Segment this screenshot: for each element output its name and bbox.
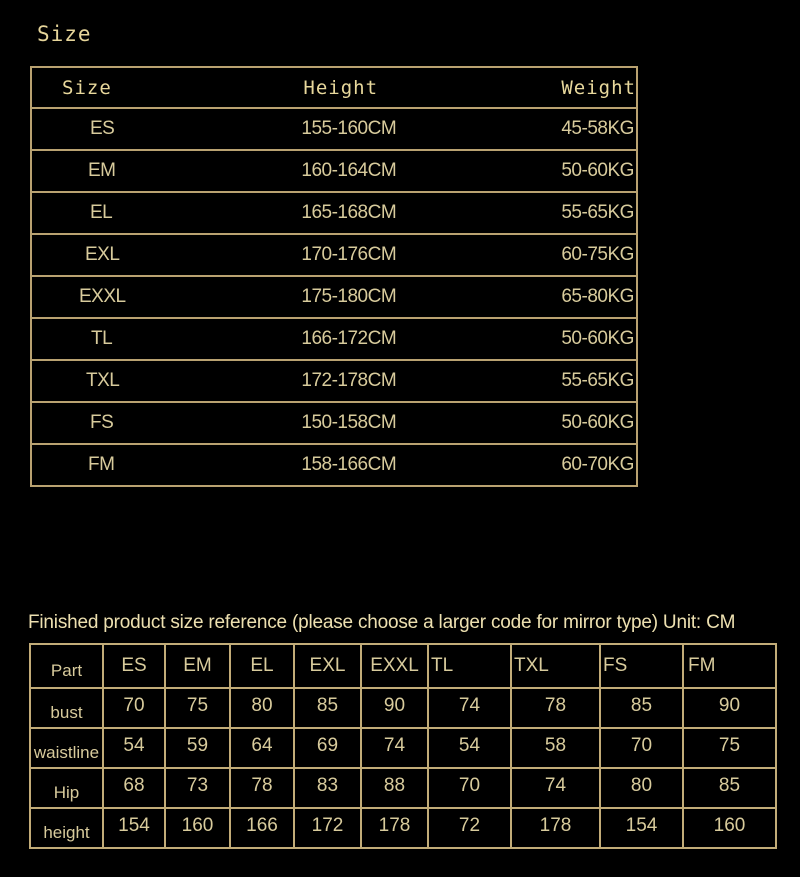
value-cell: 90: [683, 688, 776, 728]
value-cell: 72: [428, 808, 511, 848]
section-title: Size: [37, 22, 92, 46]
weight-cell: 45-58KG: [521, 108, 637, 150]
header-size: TXL: [511, 644, 600, 688]
value-cell: 74: [428, 688, 511, 728]
size-table-header: [31, 67, 637, 108]
table-row: [30, 688, 776, 728]
weight-cell: 60-70KG: [521, 444, 637, 486]
part-label: Hip: [30, 768, 103, 808]
table-row: [31, 360, 637, 402]
size-cell: FM: [31, 444, 167, 486]
size-cell: FS: [31, 402, 167, 444]
value-cell: 69: [294, 728, 361, 768]
value-cell: 172: [294, 808, 361, 848]
value-cell: 58: [511, 728, 600, 768]
weight-cell: 50-60KG: [521, 402, 637, 444]
header-size: ES: [103, 644, 165, 688]
header-size: EXXL: [361, 644, 428, 688]
size-cell: TL: [31, 318, 167, 360]
part-label: waistline: [30, 728, 103, 768]
table-row: [31, 108, 637, 150]
value-cell: 83: [294, 768, 361, 808]
value-cell: 160: [683, 808, 776, 848]
table-row: [31, 318, 637, 360]
value-cell: 178: [511, 808, 600, 848]
value-cell: 85: [294, 688, 361, 728]
table-row: [31, 402, 637, 444]
weight-cell: 65-80KG: [521, 276, 637, 318]
size-table: [30, 66, 638, 487]
value-cell: 74: [361, 728, 428, 768]
height-cell: 175-180CM: [167, 276, 521, 318]
height-cell: 170-176CM: [167, 234, 521, 276]
value-cell: 73: [165, 768, 230, 808]
height-cell: 172-178CM: [167, 360, 521, 402]
height-cell: 160-164CM: [167, 150, 521, 192]
header-size: TL: [428, 644, 511, 688]
value-cell: 64: [230, 728, 294, 768]
size-cell: TXL: [31, 360, 167, 402]
value-cell: 74: [511, 768, 600, 808]
table-row: [30, 768, 776, 808]
header-size: EM: [165, 644, 230, 688]
value-cell: 70: [600, 728, 683, 768]
header-size: FS: [600, 644, 683, 688]
value-cell: 85: [683, 768, 776, 808]
size-cell: EM: [31, 150, 167, 192]
header-height: Height: [167, 67, 521, 108]
table-row: [30, 808, 776, 848]
value-cell: 80: [230, 688, 294, 728]
weight-cell: 50-60KG: [521, 150, 637, 192]
table-row: [31, 192, 637, 234]
value-cell: 178: [361, 808, 428, 848]
weight-cell: 55-65KG: [521, 360, 637, 402]
header-size: EXL: [294, 644, 361, 688]
height-cell: 155-160CM: [167, 108, 521, 150]
value-cell: 70: [428, 768, 511, 808]
part-label: bust: [30, 688, 103, 728]
value-cell: 88: [361, 768, 428, 808]
part-label: height: [30, 808, 103, 848]
header-size: Size: [31, 67, 167, 108]
value-cell: 70: [103, 688, 165, 728]
header-size: FM: [683, 644, 776, 688]
size-cell: EXXL: [31, 276, 167, 318]
height-cell: 158-166CM: [167, 444, 521, 486]
value-cell: 154: [103, 808, 165, 848]
product-table-header: [30, 644, 776, 688]
value-cell: 59: [165, 728, 230, 768]
header-part: Part: [30, 644, 103, 688]
height-cell: 165-168CM: [167, 192, 521, 234]
table-row: [31, 276, 637, 318]
value-cell: 154: [600, 808, 683, 848]
size-cell: EL: [31, 192, 167, 234]
value-cell: 80: [600, 768, 683, 808]
value-cell: 78: [230, 768, 294, 808]
value-cell: 85: [600, 688, 683, 728]
value-cell: 54: [428, 728, 511, 768]
value-cell: 160: [165, 808, 230, 848]
value-cell: 75: [165, 688, 230, 728]
header-size: EL: [230, 644, 294, 688]
header-weight: Weight: [521, 67, 637, 108]
product-size-table: [29, 643, 777, 849]
table-row: [31, 150, 637, 192]
product-size-title: Finished product size reference (please choose a larger code for mirror type) Unit: CM: [28, 612, 736, 633]
weight-cell: 50-60KG: [521, 318, 637, 360]
height-cell: 166-172CM: [167, 318, 521, 360]
value-cell: 54: [103, 728, 165, 768]
value-cell: 75: [683, 728, 776, 768]
table-row: [30, 728, 776, 768]
table-row: [31, 234, 637, 276]
height-cell: 150-158CM: [167, 402, 521, 444]
weight-cell: 60-75KG: [521, 234, 637, 276]
weight-cell: 55-65KG: [521, 192, 637, 234]
value-cell: 90: [361, 688, 428, 728]
value-cell: 68: [103, 768, 165, 808]
size-cell: ES: [31, 108, 167, 150]
size-cell: EXL: [31, 234, 167, 276]
value-cell: 78: [511, 688, 600, 728]
value-cell: 166: [230, 808, 294, 848]
table-row: [31, 444, 637, 486]
